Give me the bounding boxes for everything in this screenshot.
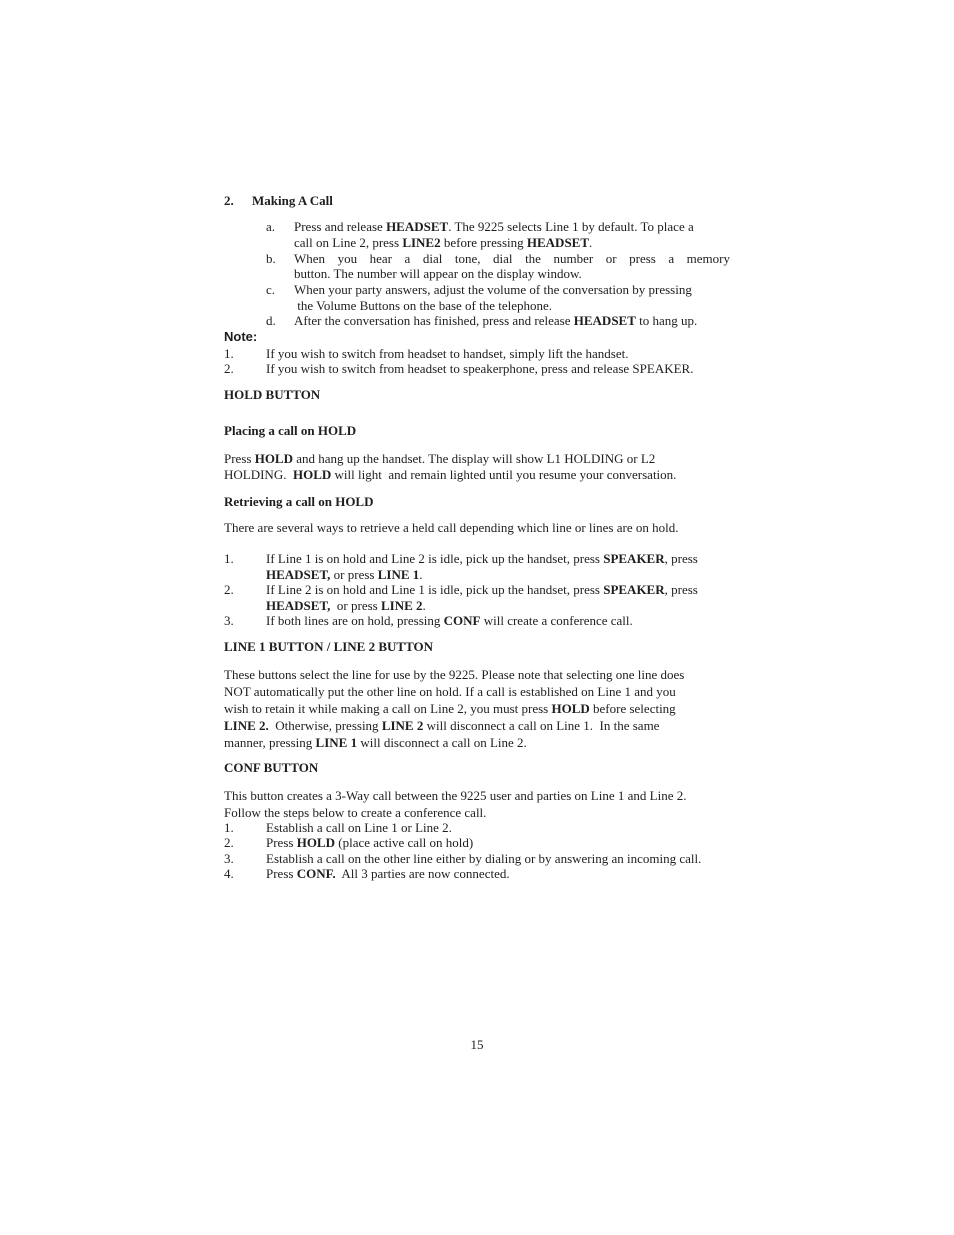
page-number: 15 bbox=[470, 1037, 484, 1052]
list-item: a. Press and release HEADSET. The 9225 selects Line 1 by default. To place a call on Line 2, press LINE2 before pressing HEADSET. bbox=[266, 219, 694, 250]
retrieving-hold-heading: Retrieving a call on HOLD bbox=[224, 494, 374, 509]
list-item: 1. If you wish to switch from headset to handset, simply lift the handset. bbox=[224, 346, 629, 361]
note-list bbox=[224, 346, 730, 377]
list-item: 3. Establish a call on the other line either by dialing or by answering an incoming call. bbox=[224, 851, 702, 866]
hold-heading: HOLD BUTTON bbox=[224, 387, 321, 402]
placing-hold-text: Press HOLD and hang up the handset. The display will show L1 HOLDING or L2 HOLDING. HOLD will light and remain lighted until you resume your conversation. bbox=[224, 451, 677, 482]
list-item: 4. Press CONF. All 3 parties are now connected. bbox=[224, 866, 510, 881]
list-item: 1. Establish a call on Line 1 or Line 2. bbox=[224, 820, 452, 835]
section-title: Making A Call bbox=[252, 193, 333, 208]
list-item: 2. If you wish to switch from headset to speakerphone, press and release SPEAKER. bbox=[224, 361, 694, 376]
retrieve-steps-3 bbox=[224, 613, 730, 629]
note-section bbox=[224, 329, 730, 345]
list-item: c. When your party answers, adjust the volume of the conversation by pressing the Volume Buttons on the base of the telephone. bbox=[266, 282, 692, 313]
conf-steps bbox=[224, 820, 730, 882]
placing-hold-heading: Placing a call on HOLD bbox=[224, 423, 357, 438]
line-buttons-paragraph: These buttons select the line for use by the 9225. Please note that selecting one line does NOT automatically put the other line on hold. If a call is established on Line 1 and you wish to retain it while making a call on Line 2, you must press HOLD before selecting LINE 2. Otherwise, pressing LINE 2 will disconnect a call on Line 1. In the same manner, pressing LINE 1 will disconnect a call on Line 2. bbox=[224, 667, 685, 750]
note-label: Note: bbox=[224, 329, 258, 344]
line-buttons-heading: LINE 1 BUTTON / LINE 2 BUTTON bbox=[224, 639, 434, 654]
retrieving-hold-text: There are several ways to retrieve a held call depending which line or lines are on hold. bbox=[224, 520, 679, 535]
section-heading: 2. Making A Call bbox=[224, 193, 333, 208]
list-item: b. When you hear a dial tone, dial the number or press a memory button. The number will appear on the display window. bbox=[266, 251, 730, 281]
list-item: 1. If Line 1 is on hold and Line 2 is idle, pick up the handset, press SPEAKER, press bbox=[224, 551, 698, 566]
conf-paragraph: This button creates a 3-Way call between the 9225 user and parties on Line 1 and Line 2. Follow the steps below to create a conference call. bbox=[224, 788, 687, 820]
list-item: d. After the conversation has finished, press and release HEADSET to hang up. bbox=[266, 313, 698, 328]
section-making-a-call bbox=[224, 193, 730, 209]
list-item: 3. If both lines are on hold, pressing CONF will create a conference call. bbox=[224, 613, 633, 628]
list-item: 2. If Line 2 is on hold and Line 1 is idle, pick up the handset, press SPEAKER, press bbox=[224, 582, 698, 597]
list-item: 2. Press HOLD (place active call on hold) bbox=[224, 835, 474, 850]
conf-heading: CONF BUTTON bbox=[224, 760, 319, 775]
retrieve-steps-2: 2. If Line 2 is on hold and Line 1 is idle, pick up the handset, press SPEAKER, press HEADSET, or press LINE 2. bbox=[224, 582, 730, 614]
retrieve-steps: 1. If Line 1 is on hold and Line 2 is idle, pick up the handset, press SPEAKER, press HEADSET, or press LINE 1. bbox=[224, 551, 730, 583]
